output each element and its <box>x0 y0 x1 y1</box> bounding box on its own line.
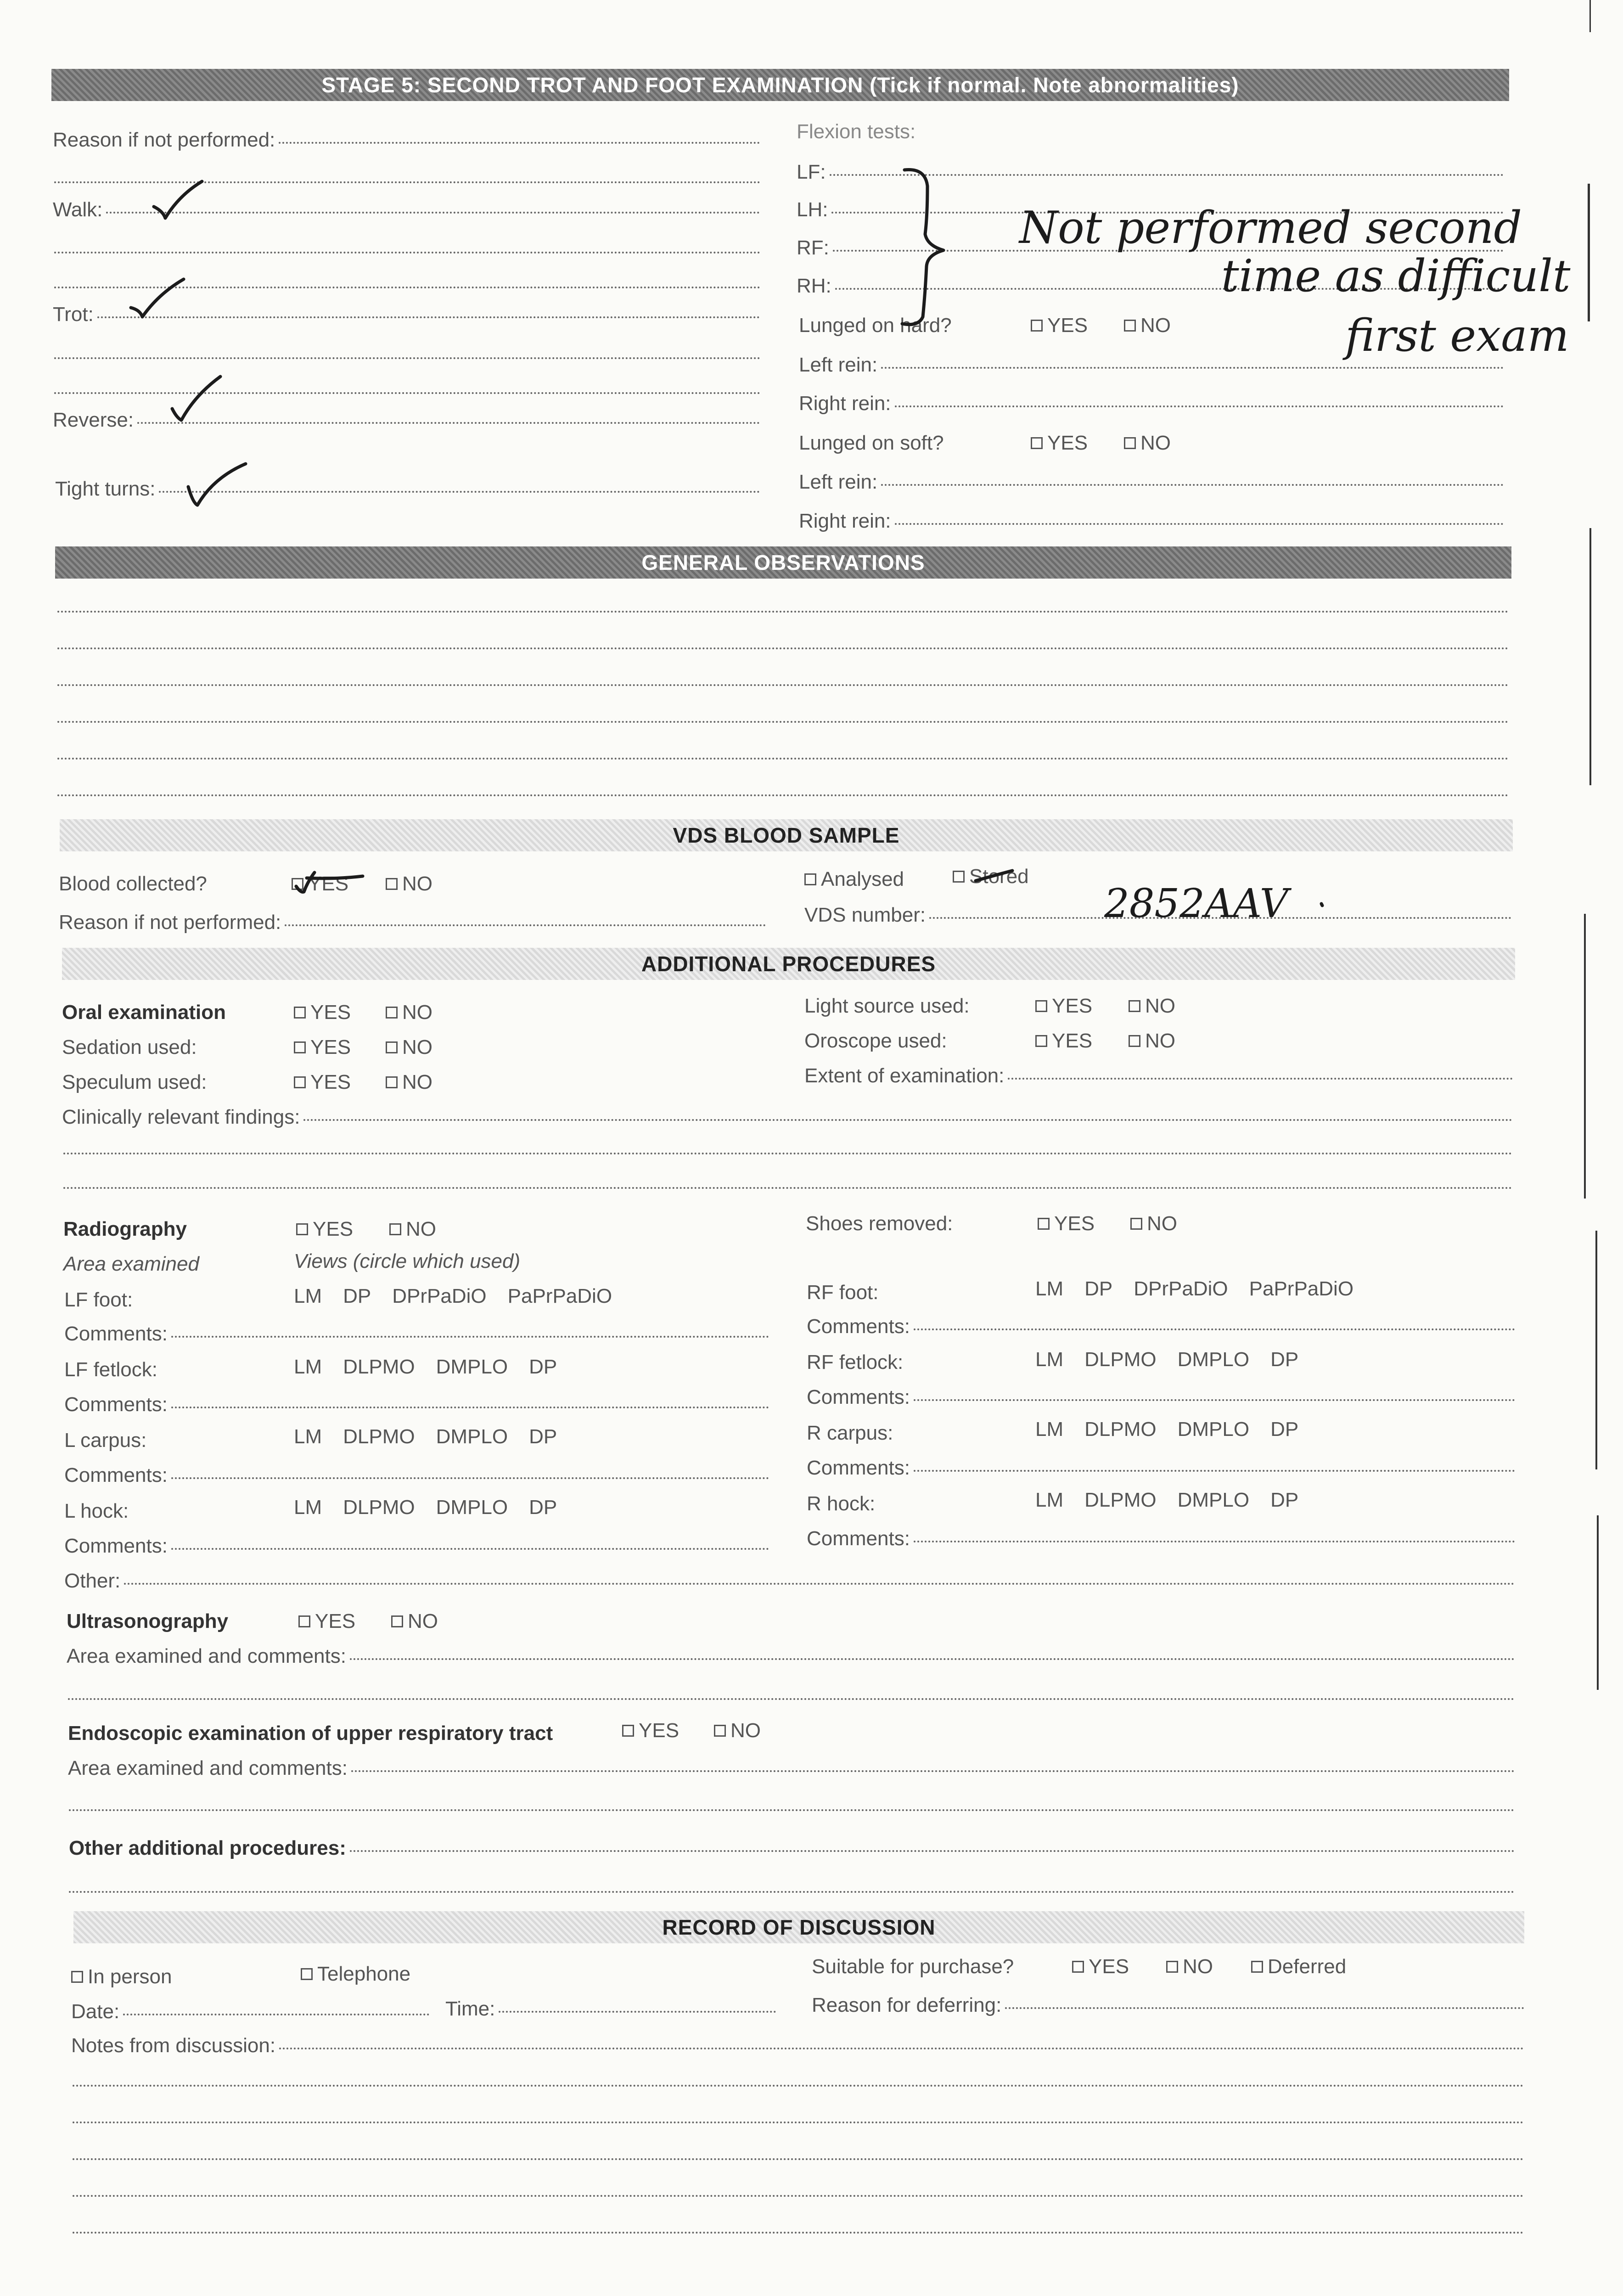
sedation-label: Sedation used: <box>62 1036 197 1058</box>
in-person-checkbox[interactable]: In person <box>71 1965 172 1988</box>
lf-foot-label: LF foot: <box>64 1289 133 1311</box>
stage5-reason-field[interactable]: Reason if not performed: <box>53 129 760 152</box>
blank-line[interactable] <box>57 611 1509 613</box>
r-carpus-comments[interactable]: Comments: <box>807 1457 1515 1480</box>
blank-line[interactable] <box>69 1809 1515 1811</box>
vds-number-field[interactable]: VDS number: <box>804 904 1511 927</box>
blank-line[interactable] <box>57 758 1509 760</box>
deferring-field[interactable]: Reason for deferring: <box>812 1994 1524 2017</box>
scan-edge-mark <box>1597 1515 1599 1690</box>
shoes-no-checkbox[interactable]: NO <box>1130 1212 1177 1235</box>
blank-line[interactable] <box>73 2122 1524 2123</box>
lunged-hard-no-checkbox[interactable]: NO <box>1124 314 1171 337</box>
hard-left-rein-field[interactable]: Left rein: <box>799 354 1504 377</box>
vds-number-value: 2852AAV <box>1104 881 1288 927</box>
light-no-checkbox[interactable]: NO <box>1129 995 1175 1018</box>
l-hock-label: L hock: <box>64 1500 129 1522</box>
blank-line[interactable] <box>54 252 760 253</box>
speculum-yes-checkbox[interactable]: YES <box>294 1071 351 1094</box>
sedation-no-checkbox[interactable]: NO <box>386 1036 432 1059</box>
reverse-field[interactable]: Reverse: <box>53 409 760 432</box>
lf-foot-comments[interactable]: Comments: <box>64 1322 769 1345</box>
views-label: Views (circle which used) <box>294 1250 521 1272</box>
l-carpus-label: L carpus: <box>64 1429 147 1452</box>
ultra-area-field[interactable]: Area examined and comments: <box>67 1645 1515 1668</box>
l-carpus-views[interactable]: LM DLPMO DMPLO DP <box>294 1425 557 1448</box>
blank-line[interactable] <box>68 1698 1515 1700</box>
shoes-yes-checkbox[interactable]: YES <box>1038 1212 1095 1235</box>
oral-yes-checkbox[interactable]: YES <box>294 1001 351 1024</box>
suitable-yes-checkbox[interactable]: YES <box>1072 1955 1129 1978</box>
oral-no-checkbox[interactable]: NO <box>386 1001 432 1024</box>
blank-line[interactable] <box>57 684 1509 686</box>
rf-fetlock-comments[interactable]: Comments: <box>807 1386 1515 1409</box>
area-examined-label: Area examined <box>63 1253 199 1275</box>
hard-right-rein-field[interactable]: Right rein: <box>799 392 1504 415</box>
extent-field[interactable]: Extent of examination: <box>804 1064 1513 1087</box>
walk-tick-icon <box>152 179 207 220</box>
radiography-no-checkbox[interactable]: NO <box>389 1218 436 1241</box>
handwritten-note-line-2: time as difficult <box>1221 250 1571 302</box>
lf-fetlock-comments[interactable]: Comments: <box>64 1393 769 1416</box>
blood-reason-field[interactable]: Reason if not performed: <box>59 911 766 934</box>
analysed-checkbox[interactable]: Analysed <box>804 868 904 891</box>
blank-line[interactable] <box>63 1153 1513 1154</box>
blank-line[interactable] <box>73 2232 1524 2234</box>
walk-field[interactable]: Walk: <box>53 198 760 221</box>
oroscope-label: Oroscope used: <box>804 1030 947 1052</box>
tight-turns-tick-icon <box>186 459 250 510</box>
blank-line[interactable] <box>57 647 1509 649</box>
scan-edge-mark <box>1584 914 1586 1199</box>
handwritten-brace-icon <box>900 165 950 331</box>
blood-yes-checkbox[interactable]: YES <box>292 872 348 895</box>
lunged-hard-yes-checkbox[interactable]: YES <box>1031 314 1088 337</box>
l-carpus-comments[interactable]: Comments: <box>64 1464 769 1487</box>
reverse-tick-icon <box>170 374 225 425</box>
blood-title: VDS BLOOD SAMPLE <box>673 823 900 847</box>
shoes-label: Shoes removed: <box>806 1212 953 1235</box>
r-hock-views[interactable]: LM DLPMO DMPLO DP <box>1035 1489 1299 1511</box>
lf-foot-views[interactable]: LM DP DPrPaDiO PaPrPaDiO <box>294 1285 612 1307</box>
light-source-label: Light source used: <box>804 995 970 1017</box>
discussion-title: RECORD OF DISCUSSION <box>662 1915 936 1939</box>
r-hock-label: R hock: <box>807 1492 876 1515</box>
notes-field[interactable]: Notes from discussion: <box>71 2034 1524 2057</box>
suitable-label: Suitable for purchase? <box>812 1955 1014 1978</box>
blank-line[interactable] <box>57 794 1509 796</box>
stored-checkbox[interactable]: Stored <box>953 865 1029 888</box>
blood-no-checkbox[interactable]: NO <box>386 872 432 895</box>
stage5-title: STAGE 5: SECOND TROT AND FOOT EXAMINATION (Tick if normal. Note abnormalities) <box>321 73 1239 97</box>
other-procedures-field[interactable]: Other additional procedures: <box>69 1837 1515 1860</box>
lunged-soft-yes-checkbox[interactable]: YES <box>1031 432 1088 455</box>
tight-turns-field[interactable]: Tight turns: <box>55 478 760 501</box>
rf-fetlock-label: RF fetlock: <box>807 1351 904 1373</box>
lf-field[interactable]: LF: <box>797 161 1504 184</box>
telephone-checkbox[interactable]: Telephone <box>301 1963 410 1986</box>
oral-exam-label: Oral examination <box>62 1001 226 1024</box>
blood-header <box>60 819 1513 851</box>
soft-left-rein-field[interactable]: Left rein: <box>799 471 1504 494</box>
endoscopy-label: Endoscopic examination of upper respiratory tract <box>68 1722 553 1745</box>
radiography-yes-checkbox[interactable]: YES <box>296 1218 353 1241</box>
lunged-soft-no-checkbox[interactable]: NO <box>1124 432 1171 455</box>
rh-field[interactable]: RH: <box>797 275 1504 298</box>
r-hock-comments[interactable]: Comments: <box>807 1527 1515 1550</box>
blank-line[interactable] <box>57 721 1509 723</box>
oroscope-yes-checkbox[interactable]: YES <box>1035 1030 1092 1052</box>
lunged-hard-label: Lunged on hard? <box>799 314 952 337</box>
flexion-label: Flexion tests: <box>797 120 916 143</box>
speculum-no-checkbox[interactable]: NO <box>386 1071 432 1094</box>
r-carpus-label: R carpus: <box>807 1422 893 1444</box>
blood-collected-label: Blood collected? <box>59 872 207 895</box>
ultra-yes-checkbox[interactable]: YES <box>298 1610 355 1633</box>
stage5-header <box>51 69 1509 101</box>
discussion-header <box>73 1911 1524 1943</box>
radiography-label: Radiography <box>63 1218 187 1240</box>
endo-area-field[interactable]: Area examined and comments: <box>68 1757 1515 1780</box>
trot-field[interactable]: Trot: <box>53 303 760 326</box>
additional-header <box>62 948 1515 980</box>
vds-number-dot-icon <box>1318 900 1327 909</box>
blank-line[interactable] <box>54 392 760 394</box>
general-title: GENERAL OBSERVATIONS <box>641 551 925 574</box>
endo-no-checkbox[interactable]: NO <box>714 1719 761 1742</box>
ultra-no-checkbox[interactable]: NO <box>391 1610 438 1633</box>
blood-yes-mark-icon <box>294 868 367 895</box>
blank-line[interactable] <box>54 357 760 359</box>
time-field[interactable]: Time: <box>445 1998 776 2020</box>
l-hock-comments[interactable]: Comments: <box>64 1535 769 1558</box>
rf-fetlock-views[interactable]: LM DLPMO DMPLO DP <box>1035 1348 1299 1371</box>
findings-field[interactable]: Clinically relevant findings: <box>62 1106 1513 1129</box>
blank-line[interactable] <box>73 2195 1524 2197</box>
scan-edge-mark <box>1589 0 1591 32</box>
endo-yes-checkbox[interactable]: YES <box>622 1719 679 1742</box>
sedation-yes-checkbox[interactable]: YES <box>294 1036 351 1059</box>
blank-line[interactable] <box>63 1187 1513 1189</box>
rf-foot-views[interactable]: LM DP DPrPaDiO PaPrPaDiO <box>1035 1277 1354 1300</box>
deferred-checkbox[interactable]: Deferred <box>1251 1955 1346 1978</box>
general-header <box>55 546 1511 579</box>
light-yes-checkbox[interactable]: YES <box>1035 995 1092 1018</box>
rf-foot-comments[interactable]: Comments: <box>807 1315 1515 1338</box>
l-hock-views[interactable]: LM DLPMO DMPLO DP <box>294 1496 557 1519</box>
ultrasonography-label: Ultrasonography <box>67 1610 229 1632</box>
radiography-other-field[interactable]: Other: <box>64 1570 1515 1593</box>
soft-right-rein-field[interactable]: Right rein: <box>799 510 1504 533</box>
stored-strike-icon <box>973 867 1015 885</box>
scan-edge-mark <box>1595 1231 1597 1469</box>
blank-line[interactable] <box>73 2085 1524 2087</box>
rf-foot-label: RF foot: <box>807 1281 879 1304</box>
handwritten-note-line-3: first exam <box>1345 310 1569 361</box>
blank-line[interactable] <box>69 1891 1515 1893</box>
scan-edge-mark <box>1588 184 1590 321</box>
oroscope-no-checkbox[interactable]: NO <box>1129 1030 1175 1052</box>
lunged-soft-label: Lunged on soft? <box>799 432 944 454</box>
suitable-no-checkbox[interactable]: NO <box>1166 1955 1213 1978</box>
r-carpus-views[interactable]: LM DLPMO DMPLO DP <box>1035 1418 1299 1441</box>
additional-title: ADDITIONAL PROCEDURES <box>641 952 936 976</box>
lh-field[interactable]: LH: <box>797 198 1504 221</box>
rf-field[interactable]: RF: <box>797 236 1504 259</box>
date-field[interactable]: Date: <box>71 2000 429 2023</box>
lf-fetlock-label: LF fetlock: <box>64 1358 157 1381</box>
scan-edge-mark <box>1589 528 1591 785</box>
trot-tick-icon <box>129 276 188 321</box>
handwritten-note-line-1: Not performed second <box>1019 202 1522 253</box>
speculum-label: Speculum used: <box>62 1071 207 1093</box>
lf-fetlock-views[interactable]: LM DLPMO DMPLO DP <box>294 1356 557 1378</box>
blank-line[interactable] <box>73 2158 1524 2160</box>
